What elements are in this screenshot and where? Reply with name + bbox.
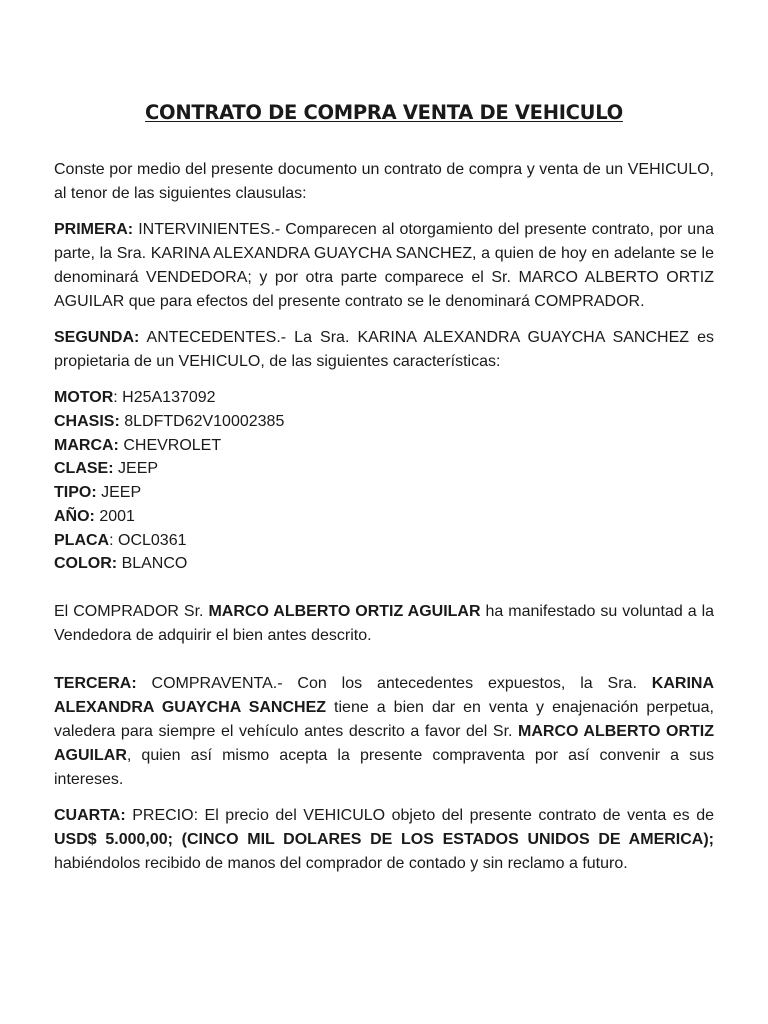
spec-value: OCL0361 [118, 531, 187, 549]
clause-segunda-label: SEGUNDA: [54, 329, 140, 346]
spec-value: JEEP [118, 460, 159, 478]
spec-label: MOTOR [54, 389, 114, 406]
comprador-paragraph: El COMPRADOR Sr. MARCO ALBERTO ORTIZ AGUILAR ha manifestado su voluntad a la Vendedora de adquirir el bien antes descrito. [54, 603, 715, 644]
clause-cuarta-label: CUARTA: [54, 807, 126, 824]
buyer-name: MARCO ALBERTO ORTIZ AGUILAR [54, 723, 715, 764]
price-amount: USD$ 5.000,00; (CINCO MIL DOLARES DE LOS ESTADOS UNIDOS DE AMERICA); [54, 831, 714, 848]
spec-ano [54, 505, 714, 529]
spec-clase [54, 457, 714, 481]
spec-value: JEEP [101, 484, 142, 501]
document-title: CONTRATO DE COMPRA VENTA DE VEHICULO [145, 101, 623, 124]
spec-value: 2001 [99, 507, 135, 525]
spec-label: AÑO: [54, 507, 95, 525]
spec-marca [54, 434, 714, 458]
spec-label: CHASIS: [54, 412, 120, 430]
spec-color [54, 552, 714, 576]
spec-chasis [54, 410, 714, 434]
clause-tercera: TERCERA: COMPRAVENTA.- Con los antecedentes expuestos, la Sra. KARINA ALEXANDRA GUAYCHA SANCHEZ tiene a bien dar en venta y enajenación perpetua, valedera para siempre el vehículo antes descrito a favor del Sr. MARCO ALBERTO ORTIZ AGUILAR, quien así mismo acepta la presente compraventa por así convenir a sus intereses. [54, 675, 715, 788]
spec-label: COLOR: [54, 555, 118, 573]
spec-value: CHEVROLET [123, 436, 222, 454]
intro-paragraph: Conste por medio del presente documento un contrato de compra y venta de un VEHICULO, al tenor de las siguientes clausulas: [54, 161, 714, 202]
spec-value: H25A137092 [122, 389, 216, 406]
spec-value: BLANCO [121, 555, 188, 573]
spec-value: 8LDFTD62V10002385 [124, 412, 285, 430]
contract-page [54, 96, 714, 888]
clause-segunda-text: ANTECEDENTES.- La Sra. KARINA ALEXANDRA GUAYCHA SANCHEZ es propietaria de un VEHICULO, de las siguientes características: [54, 329, 714, 370]
spec-label: CLASE: [54, 460, 114, 478]
spec-tipo [54, 481, 714, 505]
spec-label: PLACA [54, 531, 110, 549]
spec-motor: MOTOR: H25A137092 [54, 389, 216, 406]
clause-primera-text: INTERVINIENTES.- Comparecen al otorgamiento del presente contrato, por una parte, la Sra. KARINA ALEXANDRA GUAYCHA SANCHEZ, a quien de hoy en adelante se le denominará VENDEDORA; y por otra parte comparece el Sr. MARCO ALBERTO ORTIZ AGUILAR que para efectos del presente contrato se le denominará COMPRADOR. [54, 221, 714, 310]
buyer-name: MARCO ALBERTO ORTIZ AGUILAR [208, 603, 481, 620]
clause-primera-label: PRIMERA: [54, 221, 134, 238]
spec-placa: PLACA: OCL0361 [54, 531, 187, 549]
spec-label: TIPO: [54, 484, 97, 501]
clause-primera [54, 218, 714, 314]
clause-tercera-label: TERCERA: [54, 675, 137, 692]
clause-cuarta: CUARTA: PRECIO: El precio del VEHICULO objeto del presente contrato de venta es de USD$ 5.000,00; (CINCO MIL DOLARES DE LOS ESTADOS UNIDOS DE AMERICA); habiéndolos recibido de manos del comprador de contado y sin reclamo a futuro. [54, 807, 714, 872]
spec-label: MARCA: [54, 436, 119, 454]
clause-segunda [54, 326, 714, 374]
seller-name: KARINA ALEXANDRA GUAYCHA SANCHEZ [54, 675, 714, 716]
vehicle-specs [54, 386, 714, 576]
